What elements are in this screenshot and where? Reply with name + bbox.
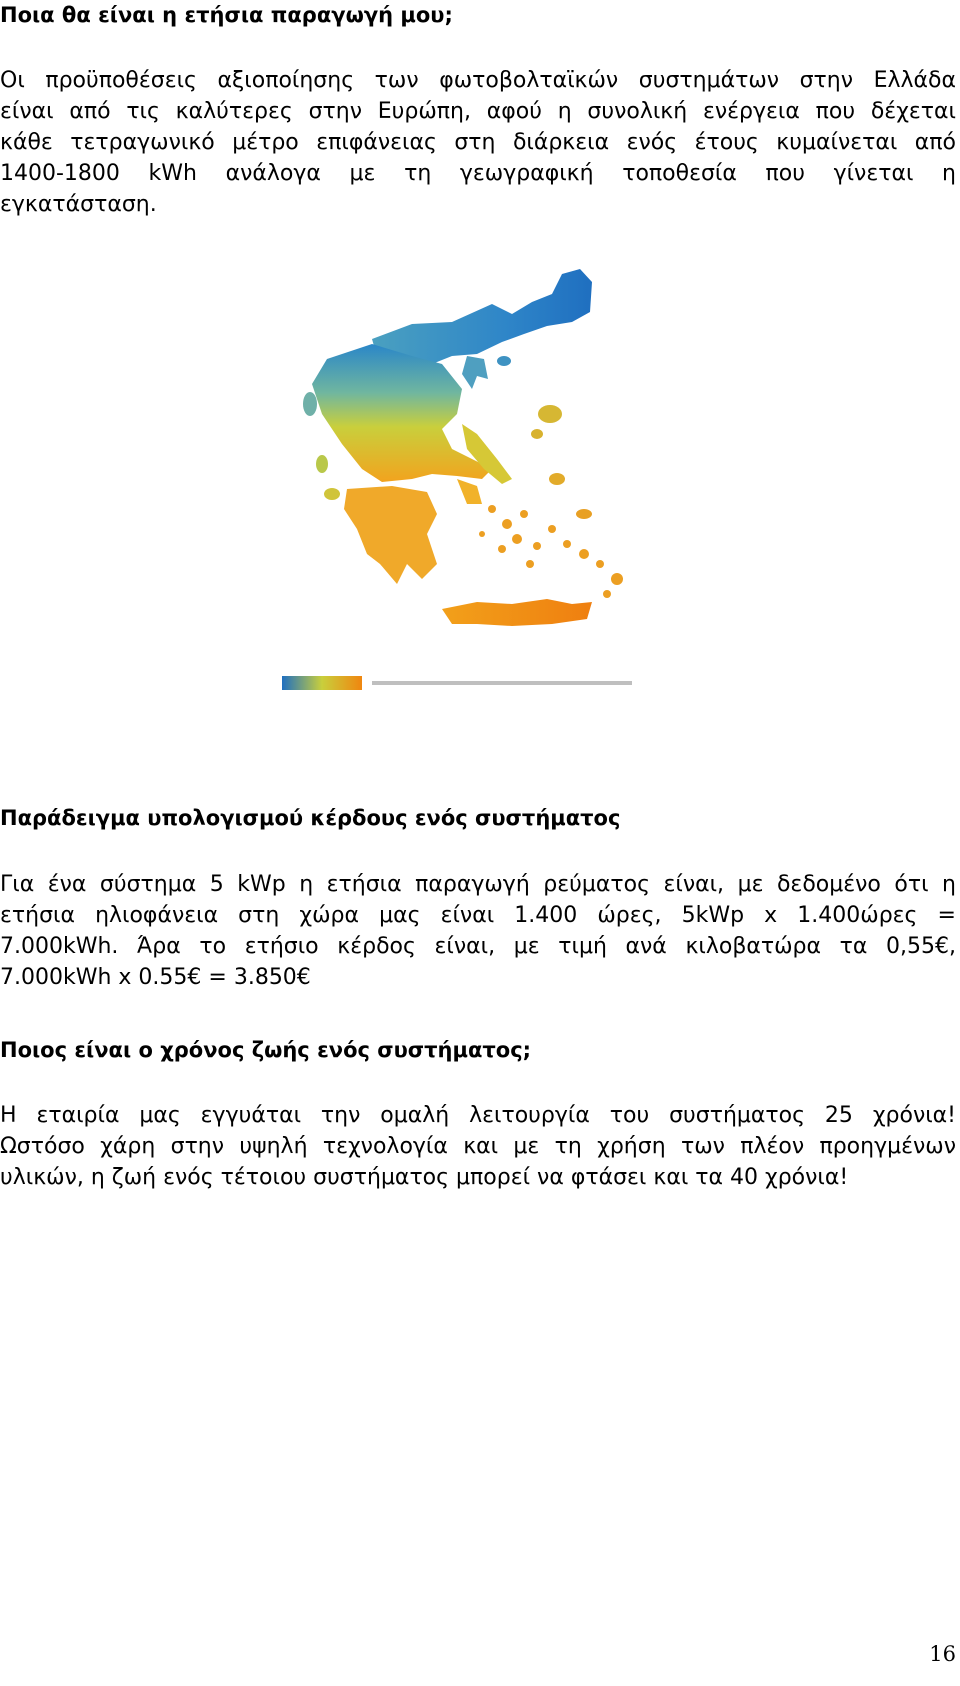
paragraph-line: 7.000kWh. Άρα το ετήσιο κέρδος είναι, με τιμή ανά κιλοβατώρα τα 0,55€, [0,934,956,959]
paragraph-line: Για ένα σύστημα 5 kWp η ετήσια παραγωγή ρεύματος είναι, με δεδομένο ότι η [0,872,956,897]
paragraph-line: ετήσια ηλιοφάνεια στη χώρα μας είναι 1.400 ώρες, 5kWp x 1.400ώρες = [0,903,956,928]
paragraph-line: 1400-1800 kWh ανάλογα με τη γεωγραφική τοποθεσία που γίνεται η [0,161,956,186]
paragraph-line: Οι προϋποθέσεις αξιοποίησης των φωτοβολταϊκών συστημάτων στην Ελλάδα [0,68,956,93]
paragraph-conditions [0,65,956,220]
region-chalkidiki [462,356,488,389]
legend-caption-marks [372,681,632,685]
paragraph-line: υλικών, η ζωή ενός τέτοιου συστήματος μπορεί να φτάσει και τα 40 χρόνια! [0,1165,849,1190]
region-attica [457,479,482,504]
heading-annual-production: Ποια θα είναι η ετήσια παραγωγή μου; [0,3,453,27]
region-crete [442,599,592,626]
paragraph-line: εγκατάσταση. [0,192,157,217]
legend-color-scale [282,676,362,690]
paragraph-line: Η εταιρία μας εγγυάται την ομαλή λειτουργία του συστήματος 25 χρόνια! [0,1103,956,1128]
paragraph-line: είναι από τις καλύτερες στην Ευρώπη, αφού η συνολική ενέργεια που δέχεται [0,99,956,124]
heading-system-lifetime: Ποιος είναι ο χρόνος ζωής ενός συστήματος; [0,1038,532,1062]
page-number: 16 [929,1642,956,1666]
paragraph-line: Ωστόσο χάρη στην υψηλή τεχνολογία και με τη χρήση των πλέον προηγμένων [0,1134,956,1159]
paragraph-line: 7.000kWh x 0.55€ = 3.850€ [0,965,311,990]
paragraph-line: κάθε τετραγωνικό μέτρο επιφάνειας στη διάρκεια ενός έτους κυμαίνεται από [0,130,956,155]
paragraph-profit-example [0,869,956,993]
greece-solar-irradiation-map [262,264,682,704]
heading-profit-example: Παράδειγμα υπολογισμού κέρδους ενός συστήματος [0,806,621,830]
paragraph-system-lifetime [0,1100,956,1193]
region-peloponnese [344,486,437,584]
